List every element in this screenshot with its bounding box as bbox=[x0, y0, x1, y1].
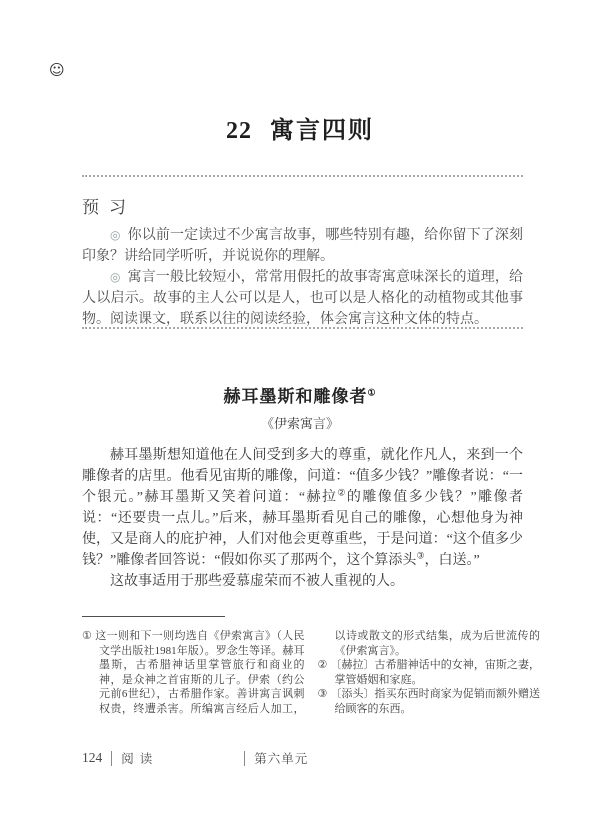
footnote-text: 这一则和下一则均选自《伊索寓言》（人民文学出版社1981年版）。罗念生等译。赫耳墨斯，古希腊神话里掌管旅行和商业的神，是众神之首宙斯的儿子。伊索（约公元前6世纪），古希腊作家。善讲寓言讽刺权贵，终遭杀害。所编寓言经后人加工，以诗或散文的形式结集，成为后世流传的《伊索寓言》。 bbox=[95, 630, 540, 715]
lesson-title bbox=[0, 110, 600, 145]
footnote-ref-2: ② bbox=[337, 487, 347, 498]
preview-item bbox=[82, 225, 523, 267]
footnote-item bbox=[318, 687, 541, 716]
circle-bullet-icon: ◎ bbox=[110, 270, 121, 284]
footnote-ref-3: ③ bbox=[416, 550, 425, 561]
preview-section bbox=[82, 193, 523, 330]
dotted-separator-top bbox=[82, 175, 523, 177]
story-title bbox=[0, 382, 600, 407]
footer-section-label: 阅读 bbox=[121, 752, 159, 766]
footnote-mark: ② bbox=[317, 659, 328, 671]
footnote-ref-1: ① bbox=[367, 387, 377, 398]
lesson-number: 22 bbox=[226, 118, 252, 145]
footer-divider-bar bbox=[111, 751, 112, 766]
footnote-mark: ① bbox=[82, 630, 93, 642]
story-paragraph bbox=[82, 445, 523, 571]
story-text: 赫耳墨斯想知道他在人间受到多大的尊重，就化作凡人，来到一个雕像者的店里。他看见宙斯的雕像，问道：“值多少钱？”雕像者说：“一个银元。”赫耳墨斯又笑着问道：“赫拉 bbox=[82, 448, 523, 505]
page-footer bbox=[82, 749, 308, 767]
footnotes-section bbox=[82, 629, 540, 716]
story-text: 的雕像值多少钱？”雕像者说：“还要贵一点儿。”后来，赫耳墨斯看见自己的雕像，心想他身为神使，又是商人的庇护神，人们对他会更尊重些，于是问道：“这个值多少钱？”雕像者回答说：“假如你买了那两个，这个算添头 bbox=[82, 490, 523, 568]
circle-bullet-icon: ◎ bbox=[110, 228, 121, 242]
footnote-mark: ③ bbox=[317, 688, 328, 700]
story-moral-paragraph: 这故事适用于那些爱慕虚荣而不被人重视的人。 bbox=[110, 574, 404, 589]
story-text: ，白送。” bbox=[424, 553, 480, 568]
page-number: 124 bbox=[82, 750, 103, 765]
smiley-face-icon: ☺ bbox=[49, 61, 65, 79]
preview-item-text: 寓言一般比较短小，常常用假托的故事寄寓意味深长的道理，给人以启示。故事的主人公可以是人，也可以是人格化的动植物或其他事物。阅读课文，联系以往的阅读经验，体会寓言这种文体的特点。 bbox=[82, 270, 523, 327]
footer-divider-bar bbox=[244, 751, 245, 766]
footnote-divider bbox=[82, 616, 225, 617]
footnote-item bbox=[318, 658, 541, 687]
lesson-title-text: 寓言四则 bbox=[270, 118, 374, 145]
preview-item-text: 你以前一定读过不少寓言故事，哪些特别有趣，给你留下了深刻印象？讲给同学听听，并说说你的理解。 bbox=[82, 228, 523, 264]
dotted-separator-bottom bbox=[82, 327, 523, 329]
footnote-text: 〔添头〕指买东西时商家为促销而额外赠送给顾客的东西。 bbox=[330, 688, 540, 715]
story-source: 《伊索寓言》 bbox=[260, 416, 339, 431]
story-body bbox=[82, 445, 523, 592]
story-title-text: 赫耳墨斯和雕像者 bbox=[223, 387, 368, 407]
footer-unit-label: 第六单元 bbox=[254, 752, 309, 766]
footnote-text: 〔赫拉〕古希腊神话中的女神，宙斯之妻，掌管婚姻和家庭。 bbox=[330, 659, 540, 686]
preview-heading: 预习 bbox=[82, 198, 136, 217]
preview-item bbox=[82, 267, 523, 330]
